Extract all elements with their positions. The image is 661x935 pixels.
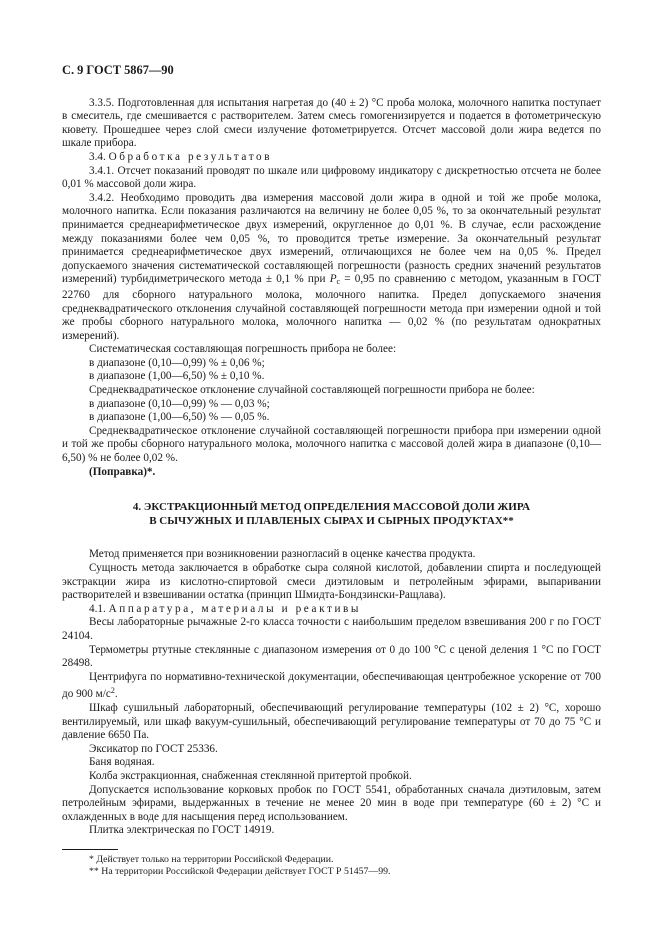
equipment-scales: Весы лабораторные рычажные 2-го класса точности с наибольшим пределом взвешивания 200 г по ГОСТ 24104. [62, 616, 601, 642]
std-deviation-summary: Среднеквадратическое отклонение случайной составляющей погрешности прибора при измерении одной и той же пробы сборного натурального молока, молочного напитка с массовой долей жира в диапазоне (0,10—6,50) % не более 0,02 %. [62, 424, 601, 465]
systematic-error-range-2: в диапазоне (1,00—6,50) % ± 0,10 %. [89, 370, 265, 383]
systematic-error-title: Систематическая составляющая погрешность прибора не более: [89, 343, 397, 356]
equipment-cork-stoppers: Допускается использование корковых пробок по ГОСТ 5541, обработанных сначала диэтиловым, затем петролейным эфирами, выдержанных в течение не менее 20 мин в воде при температуре (60 ± 2) °С и охлажденных в воде для насыщения перед использованием. [62, 783, 601, 823]
systematic-error-range-1: в диапазоне (0,10—0,99) % ± 0,06 %; [89, 356, 265, 369]
section-4-title: 4. ЭКСТРАКЦИОННЫЙ МЕТОД ОПРЕДЕЛЕНИЯ МАССОВОЙ ДОЛИ ЖИРА В СЫЧУЖНЫХ И ПЛАВЛЕНЫХ СЫРАХ И СЫРНЫХ ПРОДУКТАХ** [132, 501, 531, 527]
amendment-note: (Поправка)*. [89, 465, 156, 478]
equipment-centrifuge: Центрифуга по нормативно-технической документации, обеспечивающая центробежное ускорение от 700 до 900 $м/с^2$. [62, 670, 601, 701]
section-4-paragraph-1: Метод применяется при возникновении разногласий в оценке качества продукта. [89, 548, 476, 561]
paragraph-3-3-5: 3.3.5. Подготовленная для испытания нагретая до (40 ± 2) °С проба молока, молочного напитка поступает в смеситель, где смешивается с растворителем. Затем смесь гомогенизируется и подается в фотометрическую кювету. Прошедшее через слой смеси излучение фотометрируется. Отсчет массовой доли жира ведется по шкале прибора. [62, 96, 601, 150]
equipment-desiccator: Эксикатор по ГОСТ 25336. [89, 742, 218, 755]
subsection-4-1-title: Аппаратура, материалы и реактивы [108, 602, 362, 615]
footnote-divider [62, 849, 118, 850]
equipment-drying-oven: Шкаф сушильный лабораторный, обеспечивающий регулирование температуры (102 ± 2) °С, хорошо вентилируемый, или шкаф вакуум-сушильный, обеспечивающий регулирование температуры от 70 до 75 °С и давление 6650 Па. [62, 701, 601, 742]
subsection-3-4-title: Обработка результатов [108, 150, 273, 163]
equipment-water-bath: Баня водяная. [89, 756, 155, 769]
equipment-thermometers: Термометры ртутные стеклянные с диапазоном измерения от 0 до 100 °С с ценой деления 1 °С по ГОСТ 28498. [62, 643, 601, 670]
page-header: С. 9 ГОСТ 5867—90 [62, 63, 174, 77]
section-4-paragraph-2: Сущность метода заключается в обработке сыра соляной кислотой, добавлении спирта и последующей экстракции жира из кислотно-спиртовой смеси диэтиловым и петролейным эфирами, выпаривании растворителей и взвешивании остатка (принцип Шмидта-Бондзински-Ращлава). [62, 562, 601, 602]
subsection-3-4-heading: 3.4. Обработка результатов [89, 150, 273, 163]
paragraph-3-4-2: 3.4.2. Необходимо проводить два измерения массовой доли жира в одной и той же пробе молока, молочного напитка. Если показания различаются на величину не более 0,05 %, то за окончательный результат принимается среднеарифметическое двух измерений, округленное до 0,01 %. В случае, если расхождение между показаниями более чем 0,05 %, то проводится третье измерение. За окончательный результат принимается среднеарифметическое двух измерений, отличающихся не более чем на 0,05 %. Предел допускаемого значения систематической составляющей погрешности (разность средних значений результатов измерений) турбидиметрического метода ± 0,1 % при $P_c = 0,95$ по сравнению с методом, указанным в ГОСТ 22760 для сборного натурального молока, молочного напитка. Предел допускаемого значения среднеквадратического отклонения случайной составляющей погрешности метода при измерении одной и той же пробы сборного натурального молока, молочного напитка — 0,02 % (по результатам однократных измерений). [62, 191, 602, 342]
std-deviation-range-2: в диапазоне (1,00—6,50) % — 0,05 %. [89, 411, 270, 424]
equipment-hotplate: Плитка электрическая по ГОСТ 14919. [89, 824, 275, 837]
std-deviation-title: Среднеквадратическое отклонение случайной составляющей погрешности прибора не более: [89, 384, 535, 397]
footnote-1: * Действует только на территории Российской Федерации. [89, 853, 334, 865]
paragraph-3-4-1: 3.4.1. Отсчет показаний проводят по шкале или цифровому индикатору с дискретностью отсчета не более 0,01 % массовой доли жира. [62, 164, 601, 191]
equipment-extraction-flask: Колба экстракционная, снабженная стеклянной притертой пробкой. [89, 769, 412, 782]
footnote-2: ** На территории Российской Федерации действует ГОСТ Р 51457—99. [89, 866, 391, 878]
subsection-4-1-heading: 4.1. Аппаратура, материалы и реактивы [89, 602, 362, 615]
std-deviation-range-1: в диапазоне (0,10—0,99) % — 0,03 %; [89, 397, 270, 410]
